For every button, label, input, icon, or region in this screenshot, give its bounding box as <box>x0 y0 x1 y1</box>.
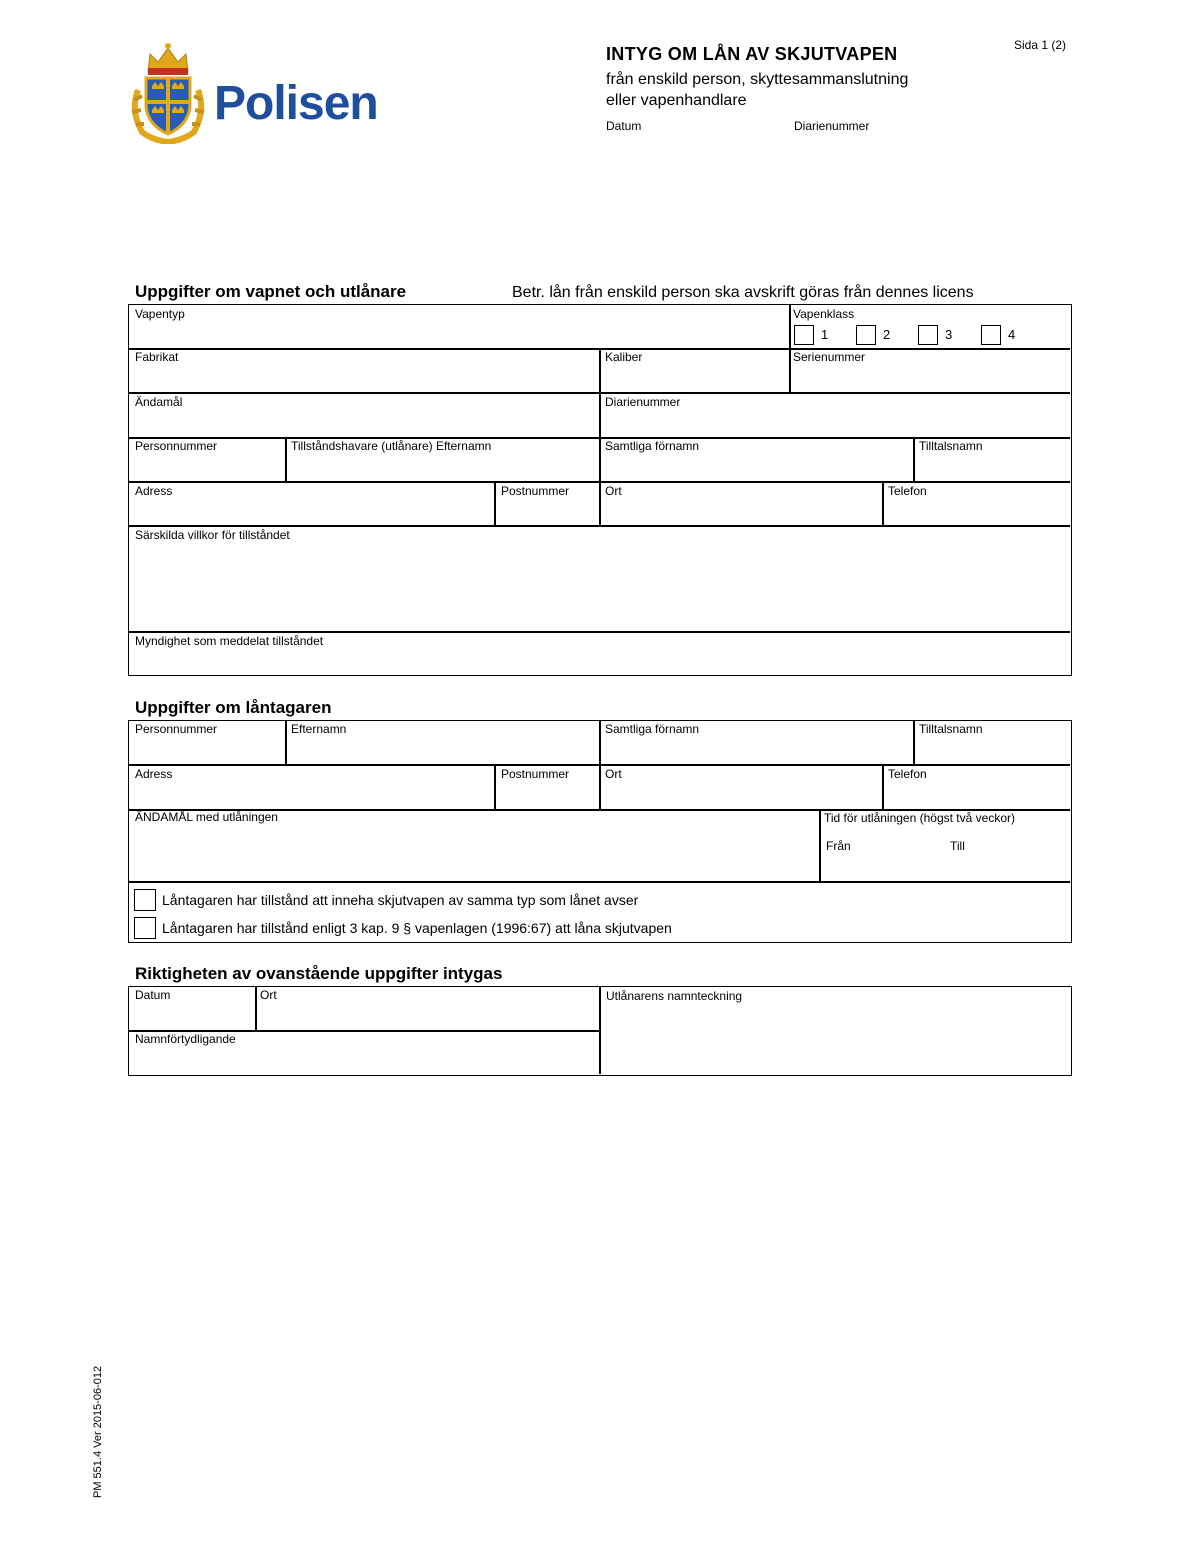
vapenklass-option-4: 4 <box>1008 327 1016 342</box>
form-subtitle-line1: från enskild person, skyttesammanslutning <box>606 71 909 88</box>
form-subtitle-line2: eller vapenhandlare <box>606 92 747 109</box>
field-diarienummer[interactable] <box>600 393 1070 436</box>
field-till[interactable] <box>944 836 1068 878</box>
fran-label: Från <box>826 839 851 853</box>
serienummer-label: Serienummer <box>793 350 866 364</box>
field-sign-ort[interactable] <box>256 988 598 1029</box>
field-lender-adress[interactable] <box>130 482 493 524</box>
field-kaliber[interactable] <box>600 349 788 391</box>
field-borrower-personnummer[interactable] <box>130 722 284 763</box>
license-note: Betr. lån från enskild person ska avskrift göras från dennes licens <box>512 284 974 301</box>
borrower-adress-label: Adress <box>135 767 173 781</box>
field-vapentyp[interactable] <box>130 306 788 347</box>
lender-tilltalsnamn-label: Tilltalsnamn <box>919 439 983 453</box>
page-number: Sida 1 (2) <box>1014 38 1067 52</box>
field-sign-datum[interactable] <box>130 988 254 1029</box>
police-crest-icon <box>128 40 208 144</box>
borrower-telefon-label: Telefon <box>888 767 927 781</box>
vapenklass-checkbox-1[interactable] <box>794 325 814 345</box>
field-lender-fornamn[interactable] <box>600 438 912 480</box>
field-andamal-utlaningen[interactable] <box>130 810 818 880</box>
lender-telefon-label: Telefon <box>888 484 927 498</box>
andamal-label: Ändamål <box>135 395 183 409</box>
form-title: INTYG OM LÅN AV SKJUTVAPEN <box>606 44 898 64</box>
field-lender-telefon[interactable] <box>883 482 1070 524</box>
field-sarskilda-villkor[interactable] <box>130 526 1070 630</box>
checkbox-same-type-permit[interactable] <box>134 889 156 911</box>
checkbox-borrow-permit[interactable] <box>134 917 156 939</box>
borrower-fornamn-label: Samtliga förnamn <box>605 722 700 736</box>
logo <box>128 40 408 144</box>
sign-datum-label: Datum <box>135 988 171 1002</box>
field-lender-personnummer[interactable] <box>130 438 284 480</box>
vapenklass-option-2: 2 <box>883 327 891 342</box>
field-lender-tilltalsnamn[interactable] <box>914 438 1070 480</box>
field-lender-postnummer[interactable] <box>495 482 598 524</box>
form-id: PM 551.4 Ver 2015-06-012 <box>92 1365 104 1498</box>
vapenklass-option-1: 1 <box>821 327 829 342</box>
field-lender-ort[interactable] <box>600 482 881 524</box>
section-title-certification: Riktigheten av ovanstående uppgifter intygas <box>135 964 503 983</box>
checkbox-borrow-permit-label: Låntagaren har tillstånd enligt 3 kap. 9 § vapenlagen (1996:67) att låna skjutvapen <box>162 920 672 936</box>
field-namnfortydligande[interactable] <box>130 1031 598 1074</box>
checkbox-same-type-permit-label: Låntagaren har tillstånd att inneha skjutvapen av samma typ som lånet avser <box>162 892 639 908</box>
field-fran[interactable] <box>820 836 944 878</box>
section-title-lender: Uppgifter om vapnet och utlånare <box>135 282 407 301</box>
sign-ort-label: Ort <box>260 988 277 1002</box>
lender-adress-label: Adress <box>135 484 173 498</box>
field-borrower-adress[interactable] <box>130 765 493 808</box>
vapentyp-label: Vapentyp <box>135 307 185 321</box>
vapenklass-checkbox-4[interactable] <box>981 325 1001 345</box>
borrower-ort-label: Ort <box>605 767 622 781</box>
field-borrower-tilltalsnamn[interactable] <box>914 722 1070 763</box>
vapenklass-checkbox-2[interactable] <box>856 325 876 345</box>
section-title-borrower: Uppgifter om låntagaren <box>135 698 332 717</box>
vapenklass-label: Vapenklass <box>793 307 855 321</box>
field-borrower-fornamn[interactable] <box>600 722 912 763</box>
myndighet-label: Myndighet som meddelat tillståndet <box>135 634 324 648</box>
tid-utlaningen-label: Tid för utlåningen (högst två veckor) <box>824 811 1015 825</box>
vapenklass-option-3: 3 <box>945 327 953 342</box>
lender-efternamn-label: Tillståndshavare (utlånare) Efternamn <box>291 439 492 453</box>
borrower-postnummer-label: Postnummer <box>501 767 570 781</box>
field-borrower-efternamn[interactable] <box>286 722 598 763</box>
field-fabrikat[interactable] <box>130 349 598 391</box>
till-label: Till <box>950 839 965 853</box>
namnteckning-label: Utlånarens namnteckning <box>606 989 743 1003</box>
field-borrower-ort[interactable] <box>600 765 881 808</box>
field-serienummer[interactable] <box>790 349 1070 391</box>
field-myndighet[interactable] <box>130 632 1070 674</box>
fabrikat-label: Fabrikat <box>135 350 179 364</box>
lender-ort-label: Ort <box>605 484 622 498</box>
lender-fornamn-label: Samtliga förnamn <box>605 439 700 453</box>
borrower-tilltalsnamn-label: Tilltalsnamn <box>919 722 983 736</box>
andamal-utlaningen-label: ÄNDAMÅL med utlåningen <box>135 810 278 824</box>
field-borrower-telefon[interactable] <box>883 765 1070 808</box>
borrower-personnummer-label: Personnummer <box>135 722 218 736</box>
field-lender-efternamn[interactable] <box>286 438 598 480</box>
diarienummer-label: Diarienummer <box>605 395 681 409</box>
kaliber-label: Kaliber <box>605 350 643 364</box>
lender-postnummer-label: Postnummer <box>501 484 570 498</box>
namnfortydligande-label: Namnförtydligande <box>135 1032 236 1046</box>
vapenklass-checkbox-3[interactable] <box>918 325 938 345</box>
logo-text: Polisen <box>214 77 378 130</box>
lender-personnummer-label: Personnummer <box>135 439 218 453</box>
field-andamal[interactable] <box>130 393 598 436</box>
field-namnteckning[interactable] <box>601 988 1070 1074</box>
header-diarienummer-label: Diarienummer <box>794 119 870 133</box>
header-datum-label: Datum <box>606 119 642 133</box>
sarskilda-villkor-label: Särskilda villkor för tillståndet <box>135 528 290 542</box>
field-borrower-postnummer[interactable] <box>495 765 598 808</box>
borrower-efternamn-label: Efternamn <box>291 722 347 736</box>
